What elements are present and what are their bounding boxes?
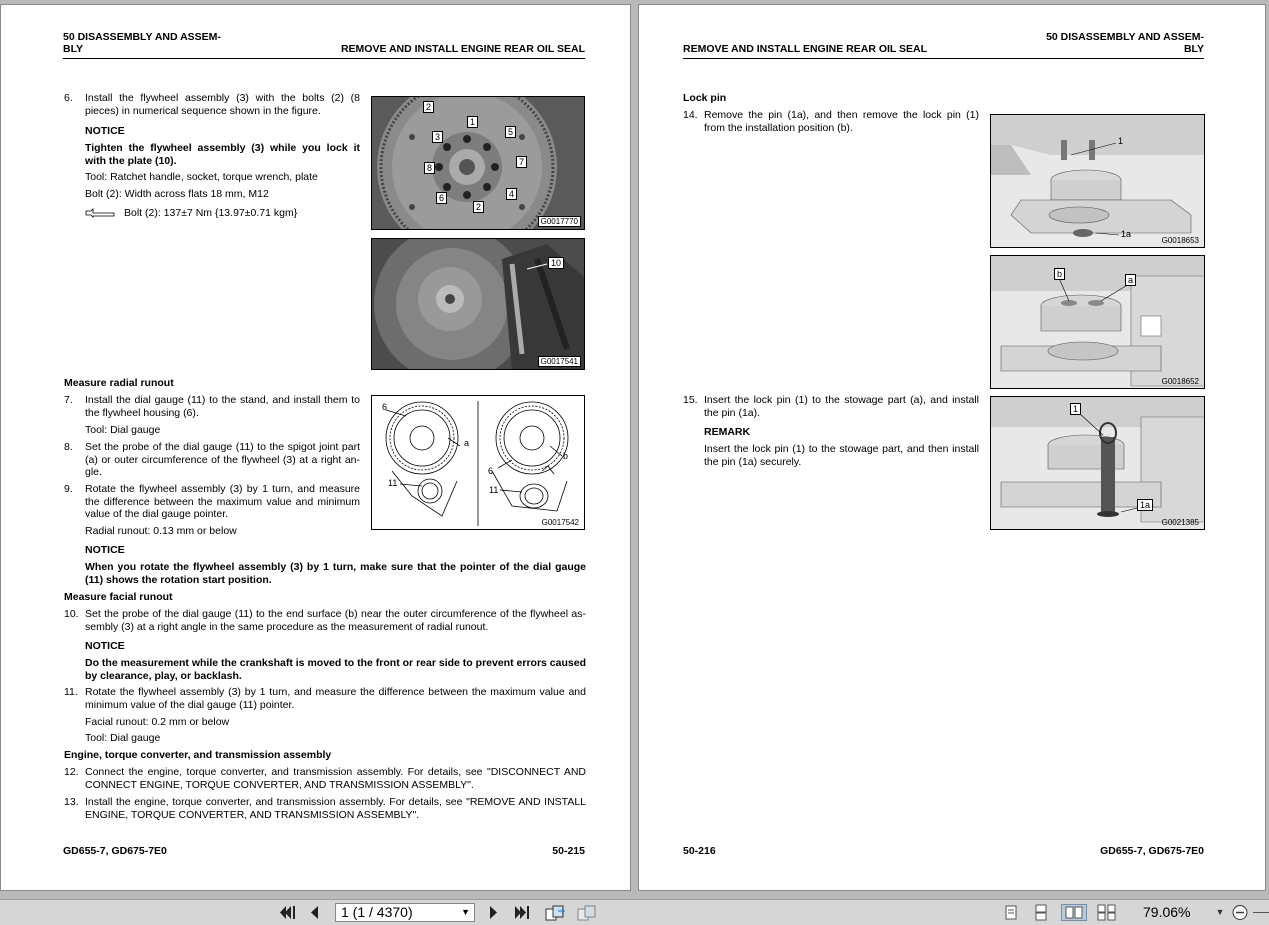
- notice-label: NOTICE: [85, 125, 125, 137]
- left-page: [0, 4, 631, 891]
- step-number: 15.: [683, 394, 698, 406]
- figure-label: 1a: [1137, 499, 1153, 511]
- figure-label: a: [1125, 274, 1136, 286]
- figure-label: 1: [467, 116, 478, 128]
- step-number: 10.: [64, 608, 79, 620]
- first-page-icon[interactable]: [278, 904, 298, 921]
- previous-page-icon[interactable]: [307, 904, 323, 921]
- footer-model: GD655-7, GD675-7E0: [63, 845, 167, 857]
- figure-label: 2: [423, 101, 434, 113]
- page-number-value: 1 (1 / 4370): [341, 904, 413, 920]
- figure-label: 6: [436, 192, 447, 204]
- zoom-level[interactable]: 79.06%: [1143, 904, 1191, 920]
- torque-spec: Bolt (2): 137±7 Nm {13.97±0.71 kgm}: [124, 207, 298, 219]
- figure-caption: G0017541: [538, 356, 581, 367]
- figure-caption: G0017770: [538, 216, 581, 227]
- section-heading: Measure facial runout: [64, 591, 173, 603]
- lock-pin-stowage-figure: [990, 396, 1205, 530]
- figure-label: 6: [382, 402, 388, 412]
- step-13: Install the engine, torque converter, and transmission assembly. For details, see "REMOVE AND INSTALL ENGINE, TORQUE CONVERTER, AND TRANSMISSION ASSEMBLY".: [85, 796, 586, 821]
- step-number: 12.: [64, 766, 79, 778]
- bolt-text: Bolt (2): Width across flats 18 mm, M12: [85, 188, 269, 200]
- step-10: Set the probe of the dial gauge (11) to the end surface (b) near the outer circumference of the flywheel as-sembly (3) at a right angle in the same procedure as the measurement of radial runout.: [85, 608, 586, 633]
- step-9: Rotate the flywheel assembly (3) by 1 turn, and measure the difference between the maximum value and minimum value of the dial gauge pointer.: [85, 483, 360, 521]
- step-number: 6.: [64, 92, 73, 104]
- wrench-icon: [85, 208, 115, 218]
- tool-text: Tool: Dial gauge: [85, 732, 161, 744]
- continuous-view-icon[interactable]: [1030, 904, 1052, 921]
- pdf-viewer-toolbar: [0, 899, 1269, 925]
- remark-text: Insert the lock pin (1) to the stowage part, and then install the pin (1a) securely.: [704, 443, 979, 468]
- step-number: 13.: [64, 796, 79, 808]
- figure-label: 2: [473, 201, 484, 213]
- next-page-icon[interactable]: [485, 904, 501, 921]
- step-6: Install the flywheel assembly (3) with the bolts (2) (8 pieces) in numerical sequence shown in the figure.: [85, 92, 360, 117]
- header-rule: [63, 58, 585, 59]
- continuous-facing-view-icon[interactable]: [1095, 904, 1119, 921]
- figure-caption: G0018653: [1161, 236, 1199, 245]
- figure-caption: G0017542: [541, 518, 579, 527]
- notice-label: NOTICE: [85, 544, 125, 556]
- radial-runout-spec: Radial runout: 0.13 mm or below: [85, 525, 237, 537]
- footer-model: GD655-7, GD675-7E0: [1100, 845, 1204, 857]
- facing-view-icon[interactable]: [1061, 904, 1087, 921]
- figure-label: 5: [505, 126, 516, 138]
- figure-caption: G0018652: [1161, 377, 1199, 386]
- figure-label: 3: [432, 131, 443, 143]
- step-12: Connect the engine, torque converter, and transmission assembly. For details, see "DISCONNECT AND CONNECT ENGINE, TORQUE CONVERTER, AND TRANSMISSION ASSEMBLY".: [85, 766, 586, 791]
- notice-text: Do the measurement while the crankshaft is moved to the front or rear side to prevent errors caused by clearance, play, or backlash.: [85, 657, 586, 682]
- figure-label: 1a: [1121, 229, 1132, 239]
- dial-gauge-figure: [371, 395, 585, 530]
- header-section: 50 DISASSEMBLY AND ASSEM- BLY: [1046, 31, 1204, 55]
- figure-label: 10: [548, 257, 564, 269]
- notice-text: When you rotate the flywheel assembly (3) by 1 turn, make sure that the pointer of the dial gauge (11) shows the rotation start position.: [85, 561, 586, 586]
- right-page: [638, 4, 1266, 891]
- tool-text: Tool: Ratchet handle, socket, torque wrench, plate: [85, 171, 318, 183]
- step-7: Install the dial gauge (11) to the stand, and install them to the flywheel housing (6).: [85, 394, 360, 419]
- figure-label: 11: [388, 478, 398, 488]
- figure-label: a: [464, 438, 470, 448]
- remark-label: REMARK: [704, 426, 751, 438]
- step-11: Rotate the flywheel assembly (3) by 1 turn, and measure the difference between the maximum value and minimum value of the dial gauge (11) pointer.: [85, 686, 586, 711]
- zoom-out-icon[interactable]: [1230, 904, 1250, 921]
- zoom-slider-handle[interactable]: [1253, 904, 1269, 921]
- footer-page-number: 50-216: [683, 845, 716, 857]
- go-forward-view-icon[interactable]: [576, 904, 600, 921]
- lock-pin-removal-figure: [990, 114, 1205, 248]
- single-page-view-icon[interactable]: [1000, 904, 1022, 921]
- step-number: 8.: [64, 441, 73, 453]
- flywheel-lock-plate-figure: [371, 238, 585, 370]
- facial-runout-spec: Facial runout: 0.2 mm or below: [85, 716, 230, 728]
- notice-text: Tighten the flywheel assembly (3) while you lock it with the plate (10).: [85, 142, 360, 167]
- installation-position-figure: [990, 255, 1205, 389]
- figure-label: 7: [516, 156, 527, 168]
- go-back-view-icon[interactable]: [544, 904, 568, 921]
- section-heading: Engine, torque converter, and transmission assembly: [64, 749, 332, 761]
- flywheel-bolt-sequence-figure: [371, 96, 585, 230]
- step-number: 11.: [64, 686, 78, 698]
- step-number: 7.: [64, 394, 73, 406]
- header-rule: [683, 58, 1204, 59]
- figure-label: 1: [1118, 136, 1124, 146]
- step-number: 9.: [64, 483, 73, 495]
- tool-text: Tool: Dial gauge: [85, 424, 161, 436]
- footer-page-number: 50-215: [552, 845, 585, 857]
- header-section: 50 DISASSEMBLY AND ASSEM- BLY: [63, 31, 221, 55]
- figure-label: 6: [488, 466, 494, 476]
- step-number: 14.: [683, 109, 698, 121]
- section-heading: Lock pin: [683, 92, 727, 104]
- step-14: Remove the pin (1a), and then remove the lock pin (1) from the installation position (b).: [704, 109, 979, 134]
- page-number-field[interactable]: [335, 903, 475, 922]
- step-15: Insert the lock pin (1) to the stowage part (a), and install the pin (1a).: [704, 394, 979, 419]
- step-8: Set the probe of the dial gauge (11) to the spigot joint part (a) or outer circumference of the flywheel (3) at a right an-gle.: [85, 441, 360, 479]
- figure-label: b: [1054, 268, 1065, 280]
- figure-caption: G0021385: [1161, 518, 1199, 527]
- chevron-down-icon[interactable]: ▼: [461, 907, 470, 917]
- header-title: REMOVE AND INSTALL ENGINE REAR OIL SEAL: [683, 43, 928, 55]
- figure-label: 11: [489, 485, 499, 495]
- last-page-icon[interactable]: [512, 904, 532, 921]
- zoom-dropdown-icon[interactable]: ▼: [1215, 907, 1225, 917]
- figure-label: 1: [1070, 403, 1081, 415]
- notice-label: NOTICE: [85, 640, 125, 652]
- figure-label: b: [563, 451, 569, 461]
- figure-label: 4: [506, 188, 517, 200]
- section-heading: Measure radial runout: [64, 377, 174, 389]
- figure-label: 8: [424, 162, 435, 174]
- header-title: REMOVE AND INSTALL ENGINE REAR OIL SEAL: [340, 43, 585, 55]
